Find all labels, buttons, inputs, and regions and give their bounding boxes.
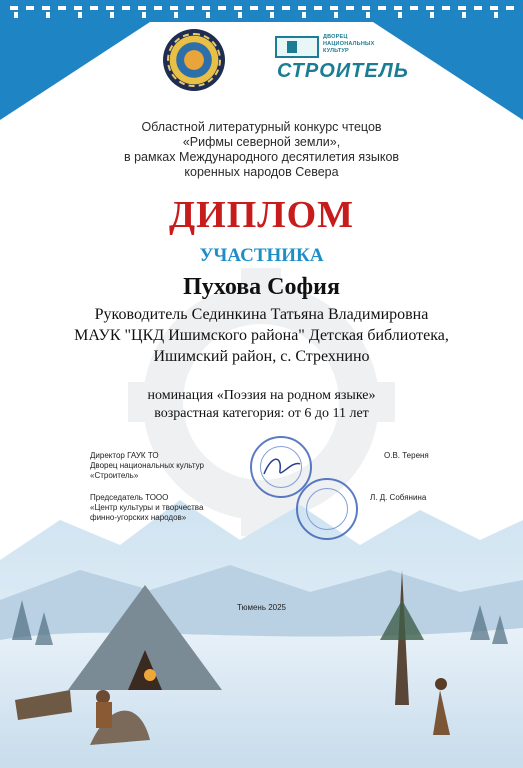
recipient-details: [40, 304, 483, 367]
diploma-title: ДИПЛОМ: [169, 194, 354, 236]
top-ornament-band: [0, 0, 523, 120]
chair-signature-block: [90, 493, 203, 523]
nomination-line: номинация «Поэзия на родном языке»: [147, 388, 376, 403]
age-category-line: возрастная категория: от 6 до 11 лет: [154, 406, 369, 421]
director-signature: [262, 452, 302, 482]
stroitel-logo-subtitle: ДВОРЕЦ НАЦИОНАЛЬНЫХ КУЛЬТУР: [323, 34, 375, 54]
nomination-block: [40, 387, 483, 423]
director-title: Директор ГАУК ТО: [90, 451, 159, 460]
director-org-name: «Строитель»: [90, 471, 139, 480]
stroitel-logo: [275, 32, 409, 84]
contest-line: коренных народов Севера: [184, 165, 339, 179]
contest-description: [60, 120, 463, 180]
winter-scene: [0, 500, 523, 768]
chair-org-name: финно-угорских народов»: [90, 513, 187, 522]
stamp-inner-ring: [306, 488, 348, 530]
supervisor-line: Руководитель Сединкина Татьяна Владимировна: [94, 306, 429, 323]
chair-org: «Центр культуры и творчества: [90, 503, 204, 512]
contest-line: Областной литературный конкурс чтецов: [141, 120, 382, 134]
organization-line: МАУК "ЦКД Ишимского района" Детская библиотека,: [74, 327, 449, 344]
chair-title: Председатель ТООО: [90, 493, 169, 502]
stroitel-logo-title: СТРОИТЕЛЬ: [277, 60, 409, 82]
contest-line: в рамках Международного десятилетия языков: [123, 150, 400, 164]
director-org: Дворец национальных культур: [90, 461, 204, 470]
chair-stamp: [296, 478, 358, 540]
city-year: Тюмень 2025: [237, 603, 286, 612]
diploma-subtitle: УЧАСТНИКА: [199, 245, 324, 266]
location-line: Ишимский район, с. Стрехнино: [153, 348, 370, 365]
director-name: О.В. Тереня: [384, 451, 429, 460]
emblem-ring: [167, 33, 221, 87]
contest-line: «Рифмы северной земли»,: [182, 135, 341, 149]
regional-emblem-icon: [163, 29, 225, 91]
recipient-name: Пухова София: [183, 274, 340, 300]
stroitel-logo-mark-icon: [275, 36, 319, 58]
director-signature-block: [90, 451, 204, 481]
chair-name: Л. Д. Собянина: [370, 493, 427, 502]
